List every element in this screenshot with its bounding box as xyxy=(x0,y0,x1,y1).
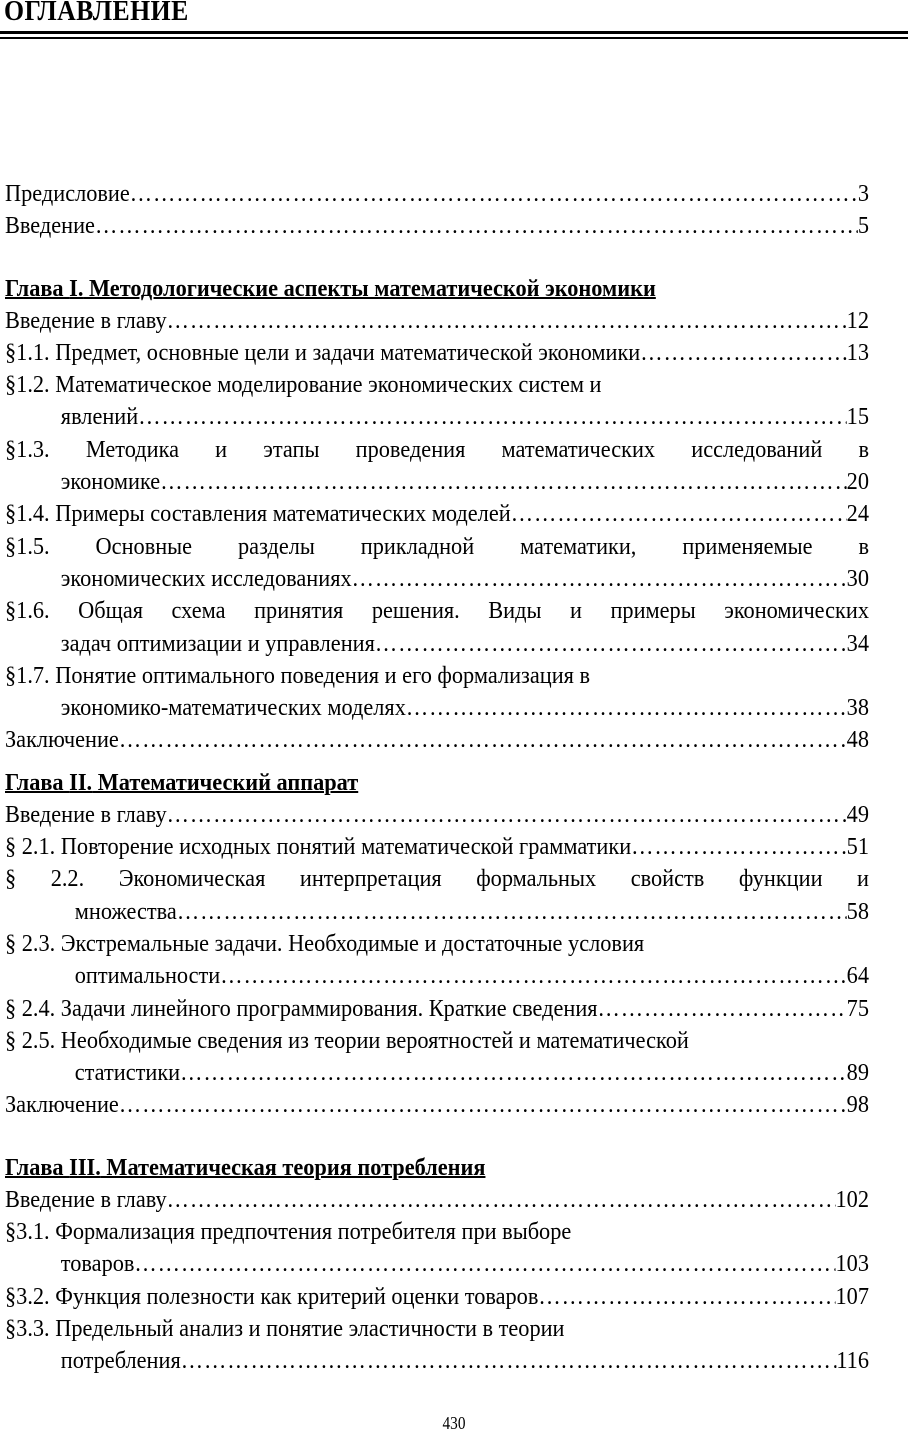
toc-entry[interactable] xyxy=(5,337,869,369)
leader-dots xyxy=(598,993,847,1025)
entry-text: Заключение xyxy=(5,1092,119,1119)
toc-entry-preface[interactable] xyxy=(5,178,869,210)
title-rule-thin xyxy=(0,37,908,39)
leader-dots xyxy=(220,960,846,992)
entry-text-continued: явлений xyxy=(60,404,139,431)
toc-entry[interactable] xyxy=(5,369,869,434)
toc-entry[interactable] xyxy=(5,724,869,756)
title-rule-thick xyxy=(0,31,908,34)
entry-page: 5 xyxy=(857,213,869,240)
leader-dots xyxy=(511,498,847,530)
leader-dots xyxy=(631,831,846,863)
chapter-prefix: Глава xyxy=(5,1154,70,1181)
entry-text: Введение xyxy=(5,213,95,240)
leader-dots xyxy=(167,305,847,337)
leader-dots xyxy=(167,799,847,831)
entry-text-continued: экономико-математических моделях xyxy=(60,695,406,722)
entry-text-continued: товаров xyxy=(60,1251,135,1278)
entry-text-continued: множества xyxy=(74,898,177,925)
page-title: ОГЛАВЛЕНИЕ xyxy=(4,0,189,27)
entry-text: § 2.3. Экстремальные задачи. Необходимые и достаточные условия xyxy=(5,930,645,957)
toc-entry-introduction[interactable] xyxy=(5,210,869,242)
toc-entry[interactable] xyxy=(5,1281,869,1313)
chapter-1-entries xyxy=(5,305,869,757)
leader-dots xyxy=(95,210,858,242)
entry-text-continued: задач оптимизации и управления xyxy=(60,630,375,657)
entry-text: §3.1. Формализация предпочтения потребителя при выборе xyxy=(5,1219,572,1246)
entry-text: §1.5. Основные разделы прикладной математики, применяемые в xyxy=(5,533,869,560)
toc-entry[interactable] xyxy=(5,1313,869,1378)
entry-text: §1.6. Общая схема принятия решения. Виды и примеры экономических xyxy=(5,598,869,625)
entry-page: 24 xyxy=(846,501,869,528)
entry-text: Предисловие xyxy=(5,181,130,207)
leader-dots xyxy=(181,1345,837,1377)
leader-dots xyxy=(406,692,847,724)
entry-page: 13 xyxy=(846,339,869,366)
chapter-prefix: Глава xyxy=(5,275,70,302)
entry-text-continued: статистики xyxy=(74,1060,181,1087)
toc-entry[interactable] xyxy=(5,531,869,596)
entry-text: § 2.5. Необходимые сведения из теории вероятностей и математической xyxy=(5,1027,689,1054)
entry-page: 102 xyxy=(835,1186,869,1213)
leader-dots xyxy=(375,628,847,660)
toc-entry[interactable] xyxy=(5,1025,869,1090)
leader-dots xyxy=(640,337,846,369)
entry-page: 103 xyxy=(835,1251,869,1278)
toc-entry[interactable] xyxy=(5,1216,869,1281)
leader-dots xyxy=(160,466,846,498)
leader-dots xyxy=(167,1184,836,1216)
chapter-title: Методологические аспекты математической экономики xyxy=(83,275,656,302)
leader-dots xyxy=(538,1281,835,1313)
chapter-3-heading[interactable] xyxy=(5,1152,861,1184)
toc-entry[interactable] xyxy=(5,595,869,660)
entry-text: § 2.4. Задачи линейного программирования. Краткие сведения xyxy=(5,995,598,1022)
leader-dots xyxy=(180,1057,847,1089)
entry-text: Введение в главу xyxy=(5,307,167,334)
leader-dots xyxy=(177,896,847,928)
page-number: 430 xyxy=(442,1413,466,1433)
entry-text-continued: потребления xyxy=(60,1348,181,1375)
entry-text: §1.4. Примеры составления математических моделей xyxy=(5,501,511,528)
leader-dots xyxy=(138,401,846,433)
toc-entry[interactable] xyxy=(5,863,869,928)
entry-page: 30 xyxy=(846,565,869,592)
toc-entry[interactable] xyxy=(5,831,869,863)
entry-text: Заключение xyxy=(5,727,119,754)
entry-page: 3 xyxy=(857,181,869,207)
entry-text-continued: экономике xyxy=(60,469,161,496)
leader-dots xyxy=(119,724,847,756)
toc-entry[interactable] xyxy=(5,434,869,499)
entry-text: §1.1. Предмет, основные цели и задачи математической экономики xyxy=(5,339,641,366)
toc-entry[interactable] xyxy=(5,993,869,1025)
entry-page: 20 xyxy=(846,469,869,496)
entry-text-continued: экономических исследованиях xyxy=(60,565,352,592)
chapter-title: Математическая теория потребления xyxy=(100,1154,486,1181)
toc-entry[interactable] xyxy=(5,928,869,993)
entry-page: 107 xyxy=(835,1283,869,1310)
entry-page: 49 xyxy=(846,801,869,828)
chapter-numeral: III. xyxy=(69,1154,101,1181)
entry-text: Введение в главу xyxy=(5,801,167,828)
chapter-numeral: I. xyxy=(69,275,84,302)
entry-page: 98 xyxy=(846,1092,869,1119)
toc-entry[interactable] xyxy=(5,305,869,337)
entry-text: §1.7. Понятие оптимального поведения и его формализация в xyxy=(5,662,591,689)
entry-text: §3.2. Функция полезности как критерий оценки товаров xyxy=(5,1283,539,1310)
entry-page: 48 xyxy=(846,727,869,754)
leader-dots xyxy=(119,1089,847,1121)
entry-page: 51 xyxy=(846,834,869,861)
entry-page: 64 xyxy=(846,963,869,990)
entry-page: 34 xyxy=(846,630,869,657)
entry-page: 75 xyxy=(846,995,869,1022)
chapter-title: Математический аппарат xyxy=(92,769,359,796)
entry-page: 116 xyxy=(836,1348,869,1375)
toc-entry[interactable] xyxy=(5,1184,869,1216)
chapter-3-entries xyxy=(5,1184,869,1378)
leader-dots xyxy=(130,178,858,210)
entry-page: 12 xyxy=(846,307,869,334)
table-of-contents xyxy=(5,178,869,1378)
entry-page: 89 xyxy=(846,1060,869,1087)
chapter-numeral: II. xyxy=(69,769,93,796)
chapter-1-heading[interactable] xyxy=(5,273,861,305)
toc-entry[interactable] xyxy=(5,498,869,530)
entry-page: 58 xyxy=(846,898,869,925)
entry-text: §3.3. Предельный анализ и понятие эластичности в теории xyxy=(5,1315,565,1342)
entry-text: Введение в главу xyxy=(5,1186,167,1213)
entry-text-continued: оптимальности xyxy=(74,963,221,990)
entry-text: §1.3. Методика и этапы проведения математических исследований в xyxy=(5,436,869,463)
leader-dots xyxy=(134,1248,835,1280)
chapter-prefix: Глава xyxy=(5,769,70,796)
toc-entry[interactable] xyxy=(5,1089,869,1121)
entry-text: § 2.2. Экономическая интерпретация формальных свойств функции и xyxy=(5,866,869,893)
leader-dots xyxy=(352,563,847,595)
entry-page: 38 xyxy=(846,695,869,722)
entry-page: 15 xyxy=(846,404,869,431)
entry-text: § 2.1. Повторение исходных понятий математической грамматики xyxy=(5,834,632,861)
entry-text: §1.2. Математическое моделирование экономических систем и xyxy=(5,372,602,399)
chapter-2-heading[interactable] xyxy=(5,767,861,799)
toc-entry[interactable] xyxy=(5,660,869,725)
toc-entry[interactable] xyxy=(5,799,869,831)
chapter-2-entries xyxy=(5,799,869,1122)
